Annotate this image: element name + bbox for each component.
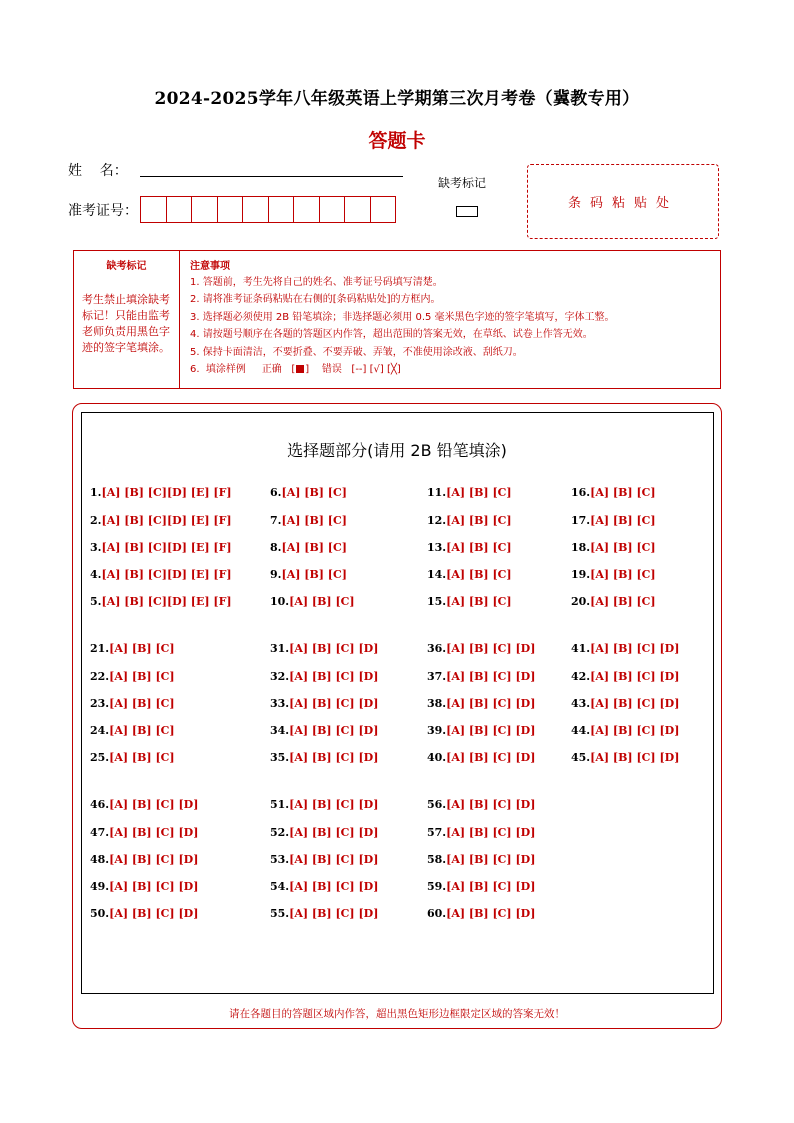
exam-id-digit-box[interactable] <box>268 196 295 223</box>
exam-id-digit-box[interactable] <box>293 196 320 223</box>
question-number: 48. <box>90 853 110 866</box>
instruction-item: 5. 保持卡面清洁，不要折叠、不要弄破、弄皱，不准使用涂改液、刮纸刀。 <box>190 346 523 358</box>
question-number: 15. <box>427 595 447 608</box>
answer-options[interactable]: [A] [B] [C] <box>446 595 512 608</box>
answer-options[interactable]: [A] [B] [C] <box>109 670 175 683</box>
exam-id-digit-box[interactable] <box>191 196 218 223</box>
barcode-label: 条码粘贴处 <box>567 196 678 211</box>
question-number: 17. <box>571 514 591 527</box>
answer-options[interactable]: [A] [B] [C] <box>590 568 656 581</box>
choice-section-title: 选择题部分(请用 2B 铅笔填涂) <box>287 441 507 460</box>
wrong-samples: [--] [√] [╳] <box>351 364 401 376</box>
exam-id-digit-box[interactable] <box>370 196 397 223</box>
question-2[interactable] <box>90 514 232 527</box>
answer-options[interactable]: [A] [B] [C][D] [E] [F] <box>101 514 232 527</box>
question-number: 59. <box>427 880 447 893</box>
instruction-item: 3. 选择题必须使用 2B 铅笔填涂；非选择题必须用 0.5 毫米黑色字迹的签字笔填写，字体工整。 <box>190 311 615 323</box>
absent-notice-title: 缺考标记 <box>106 261 147 272</box>
question-47[interactable] <box>90 826 198 839</box>
question-number: 36. <box>427 642 447 655</box>
question-number: 56. <box>427 798 447 811</box>
question-number: 8. <box>270 541 282 554</box>
absent-mark-label: 缺考标记 <box>438 176 487 190</box>
filled-sample-icon <box>296 365 304 373</box>
question-42[interactable] <box>571 670 679 683</box>
answer-options[interactable]: [A] [B] [C] [D] <box>289 751 379 764</box>
answer-options[interactable]: [A] [B] [C] [D] <box>289 697 379 710</box>
answer-options[interactable]: [A] [B] [C] <box>281 514 347 527</box>
question-number: 1. <box>90 486 102 499</box>
question-number: 54. <box>270 880 290 893</box>
question-23[interactable] <box>90 697 175 710</box>
question-36[interactable] <box>427 642 535 655</box>
notice-panel <box>73 250 721 389</box>
question-22[interactable] <box>90 670 175 683</box>
question-38[interactable] <box>427 697 535 710</box>
question-number: 6. <box>270 486 282 499</box>
question-41[interactable] <box>571 642 679 655</box>
answer-options[interactable]: [A] [B] [C] [D] <box>109 826 199 839</box>
question-21[interactable] <box>90 642 175 655</box>
answer-options[interactable]: [A] [B] [C] [D] <box>446 724 536 737</box>
answer-options[interactable]: [A] [B] [C] [D] <box>446 697 536 710</box>
answer-options[interactable]: [A] [B] [C] [D] <box>109 853 199 866</box>
question-45[interactable] <box>571 751 679 764</box>
question-18[interactable] <box>571 541 656 554</box>
absent-mark-box[interactable] <box>456 206 478 217</box>
question-32[interactable] <box>270 670 378 683</box>
question-number: 49. <box>90 880 110 893</box>
instruction-item: 4. 请按题号顺序在各题的答题区内作答，超出范围的答案无效，在草纸、试卷上作答无效。 <box>190 329 593 341</box>
answer-options[interactable]: [A] [B] [C] <box>590 514 656 527</box>
question-number: 51. <box>270 798 290 811</box>
wrong-label: 错误 <box>321 364 342 376</box>
question-number: 37. <box>427 670 447 683</box>
question-15[interactable] <box>427 595 512 608</box>
answer-options[interactable]: [A] [B] [C] [D] <box>446 853 536 866</box>
question-56[interactable] <box>427 798 535 811</box>
question-number: 33. <box>270 697 290 710</box>
answer-options[interactable]: [A] [B] [C] <box>590 541 656 554</box>
answer-options[interactable]: [A] [B] [C] <box>446 568 512 581</box>
question-3[interactable] <box>90 541 232 554</box>
name-field[interactable] <box>140 176 403 177</box>
question-number: 4. <box>90 568 102 581</box>
question-9[interactable] <box>270 568 347 581</box>
question-number: 50. <box>90 907 110 920</box>
question-59[interactable] <box>427 880 535 893</box>
answer-options[interactable]: [A] [B] [C] <box>281 486 347 499</box>
question-57[interactable] <box>427 826 535 839</box>
question-55[interactable] <box>270 907 378 920</box>
page-title: 2024-2025学年八年级英语上学期第三次月考卷（冀教专用） <box>154 89 640 109</box>
question-34[interactable] <box>270 724 378 737</box>
answer-options[interactable]: [A] [B] [C] <box>590 486 656 499</box>
question-number: 45. <box>571 751 591 764</box>
answer-sheet-title: 答题卡 <box>368 130 426 152</box>
answer-options[interactable]: [A] [B] [C] <box>281 568 347 581</box>
question-number: 47. <box>90 826 110 839</box>
name-label: 姓 名： <box>68 163 128 179</box>
question-4[interactable] <box>90 568 232 581</box>
question-49[interactable] <box>90 880 198 893</box>
answer-options[interactable]: [A] [B] [C] <box>109 724 175 737</box>
exam-id-digit-box[interactable] <box>217 196 244 223</box>
answer-options[interactable]: [A] [B] [C] [D] <box>590 642 680 655</box>
answer-options[interactable]: [A] [B] [C] [D] <box>109 880 199 893</box>
answer-options[interactable]: [A] [B] [C] [D] <box>289 642 379 655</box>
answer-options[interactable]: [A] [B] [C] [D] <box>590 670 680 683</box>
question-number: 44. <box>571 724 591 737</box>
question-number: 7. <box>270 514 282 527</box>
question-43[interactable] <box>571 697 679 710</box>
answer-options[interactable]: [A] [B] [C] <box>590 595 656 608</box>
question-48[interactable] <box>90 853 198 866</box>
fill-sample-prefix: 6. 填涂样例 <box>190 364 246 376</box>
answer-options[interactable]: [A] [B] [C] <box>109 697 175 710</box>
exam-id-digit-box[interactable] <box>242 196 269 223</box>
fill-sample-line: 6. 填涂样例 正确 [ ] 错误 [--] [√] [╳] <box>190 364 401 376</box>
question-number: 46. <box>90 798 110 811</box>
question-44[interactable] <box>571 724 679 737</box>
question-24[interactable] <box>90 724 175 737</box>
question-number: 13. <box>427 541 447 554</box>
question-number: 21. <box>90 642 110 655</box>
question-number: 2. <box>90 514 102 527</box>
answer-options[interactable]: [A] [B] [C] [D] <box>446 826 536 839</box>
question-number: 34. <box>270 724 290 737</box>
question-1[interactable] <box>90 486 232 499</box>
answer-options[interactable]: [A] [B] [C] [D] <box>446 798 536 811</box>
question-number: 24. <box>90 724 110 737</box>
question-40[interactable] <box>427 751 535 764</box>
answer-options[interactable]: [A] [B] [C] [D] <box>109 798 199 811</box>
question-number: 11. <box>427 486 447 499</box>
question-35[interactable] <box>270 751 378 764</box>
question-number: 31. <box>270 642 290 655</box>
question-5[interactable] <box>90 595 232 608</box>
question-number: 39. <box>427 724 447 737</box>
question-number: 38. <box>427 697 447 710</box>
question-number: 19. <box>571 568 591 581</box>
question-number: 12. <box>427 514 447 527</box>
answer-options[interactable]: [A] [B] [C] [D] <box>289 670 379 683</box>
answer-options[interactable]: [A] [B] [C][D] [E] [F] <box>101 595 232 608</box>
instruction-item: 2. 请将准考证条码粘贴在右侧的[条码粘贴处]的方框内。 <box>190 294 441 306</box>
question-number: 10. <box>270 595 290 608</box>
answer-options[interactable]: [A] [B] [C][D] [E] [F] <box>101 486 232 499</box>
question-number: 35. <box>270 751 290 764</box>
answer-options[interactable]: [A] [B] [C][D] [E] [F] <box>101 568 232 581</box>
answer-options[interactable]: [A] [B] [C] <box>281 541 347 554</box>
question-33[interactable] <box>270 697 378 710</box>
question-number: 25. <box>90 751 110 764</box>
question-20[interactable] <box>571 595 656 608</box>
question-60[interactable] <box>427 907 535 920</box>
question-7[interactable] <box>270 514 347 527</box>
question-17[interactable] <box>571 514 656 527</box>
exam-id-digit-box[interactable] <box>319 196 346 223</box>
question-54[interactable] <box>270 880 378 893</box>
question-number: 43. <box>571 697 591 710</box>
question-number: 60. <box>427 907 447 920</box>
answer-options[interactable]: [A] [B] [C] <box>109 642 175 655</box>
question-number: 52. <box>270 826 290 839</box>
answer-options[interactable]: [A] [B] [C] [D] <box>446 642 536 655</box>
instructions-title: 注意事项 <box>190 261 230 272</box>
answer-options[interactable]: [A] [B] [C] [D] <box>289 724 379 737</box>
answer-options[interactable]: [A] [B] [C] [D] <box>109 907 199 920</box>
answer-options[interactable]: [A] [B] [C][D] [E] [F] <box>101 541 232 554</box>
question-11[interactable] <box>427 486 512 499</box>
answer-options[interactable]: [A] [B] [C] [D] <box>289 853 379 866</box>
exam-id-digit-box[interactable] <box>140 196 167 223</box>
question-52[interactable] <box>270 826 378 839</box>
answer-options[interactable]: [A] [B] [C] [D] <box>289 826 379 839</box>
answer-options[interactable]: [A] [B] [C] [D] <box>289 880 379 893</box>
answer-options[interactable]: [A] [B] [C] <box>109 751 175 764</box>
question-6[interactable] <box>270 486 347 499</box>
answer-options[interactable]: [A] [B] [C] [D] <box>446 670 536 683</box>
question-number: 55. <box>270 907 290 920</box>
question-8[interactable] <box>270 541 347 554</box>
exam-id-digit-box[interactable] <box>344 196 371 223</box>
absent-notice <box>74 251 180 388</box>
answer-options[interactable]: [A] [B] [C] [D] <box>446 751 536 764</box>
question-number: 40. <box>427 751 447 764</box>
question-53[interactable] <box>270 853 378 866</box>
question-number: 16. <box>571 486 591 499</box>
question-number: 42. <box>571 670 591 683</box>
answer-options[interactable]: [A] [B] [C] <box>289 595 355 608</box>
answer-options[interactable]: [A] [B] [C] [D] <box>590 751 680 764</box>
question-number: 5. <box>90 595 102 608</box>
question-10[interactable] <box>270 595 355 608</box>
question-12[interactable] <box>427 514 512 527</box>
question-number: 14. <box>427 568 447 581</box>
question-number: 57. <box>427 826 447 839</box>
question-number: 32. <box>270 670 290 683</box>
answer-options[interactable]: [A] [B] [C] [D] <box>289 798 379 811</box>
question-14[interactable] <box>427 568 512 581</box>
instruction-item: 1. 答题前，考生先将自己的姓名、准考证号码填写清楚。 <box>190 277 443 288</box>
instructions <box>180 251 720 388</box>
question-number: 53. <box>270 853 290 866</box>
question-number: 23. <box>90 697 110 710</box>
question-number: 22. <box>90 670 110 683</box>
answer-options[interactable]: [A] [B] [C] <box>446 541 512 554</box>
exam-id-boxes[interactable] <box>140 196 396 223</box>
answer-area-warning: 请在各题目的答题区域内作答，超出黑色矩形边框限定区域的答案无效！ <box>229 1008 565 1020</box>
correct-label: 正确 <box>261 364 282 376</box>
question-51[interactable] <box>270 798 378 811</box>
question-number: 58. <box>427 853 447 866</box>
question-50[interactable] <box>90 907 198 920</box>
question-number: 20. <box>571 595 591 608</box>
answer-options[interactable]: [A] [B] [C] <box>446 514 512 527</box>
question-number: 9. <box>270 568 282 581</box>
answer-options[interactable]: [A] [B] [C] [D] <box>590 724 680 737</box>
question-39[interactable] <box>427 724 535 737</box>
question-number: 3. <box>90 541 102 554</box>
question-16[interactable] <box>571 486 656 499</box>
question-58[interactable] <box>427 853 535 866</box>
answer-options[interactable]: [A] [B] [C] <box>446 486 512 499</box>
question-37[interactable] <box>427 670 535 683</box>
question-number: 18. <box>571 541 591 554</box>
absent-notice-text: 考生禁止填涂缺考标记！只能由监考老师负责用黑色字迹的签字笔填涂。 <box>82 293 170 354</box>
answer-options[interactable]: [A] [B] [C] [D] <box>446 880 536 893</box>
question-46[interactable] <box>90 798 198 811</box>
exam-id-label: 准考证号： <box>68 203 138 219</box>
answer-options[interactable]: [A] [B] [C] [D] <box>289 907 379 920</box>
question-31[interactable] <box>270 642 378 655</box>
question-number: 41. <box>571 642 591 655</box>
exam-id-digit-box[interactable] <box>166 196 193 223</box>
answer-options[interactable]: [A] [B] [C] [D] <box>590 697 680 710</box>
question-19[interactable] <box>571 568 656 581</box>
question-13[interactable] <box>427 541 512 554</box>
answer-options[interactable]: [A] [B] [C] [D] <box>446 907 536 920</box>
barcode-area <box>527 164 719 239</box>
question-25[interactable] <box>90 751 175 764</box>
